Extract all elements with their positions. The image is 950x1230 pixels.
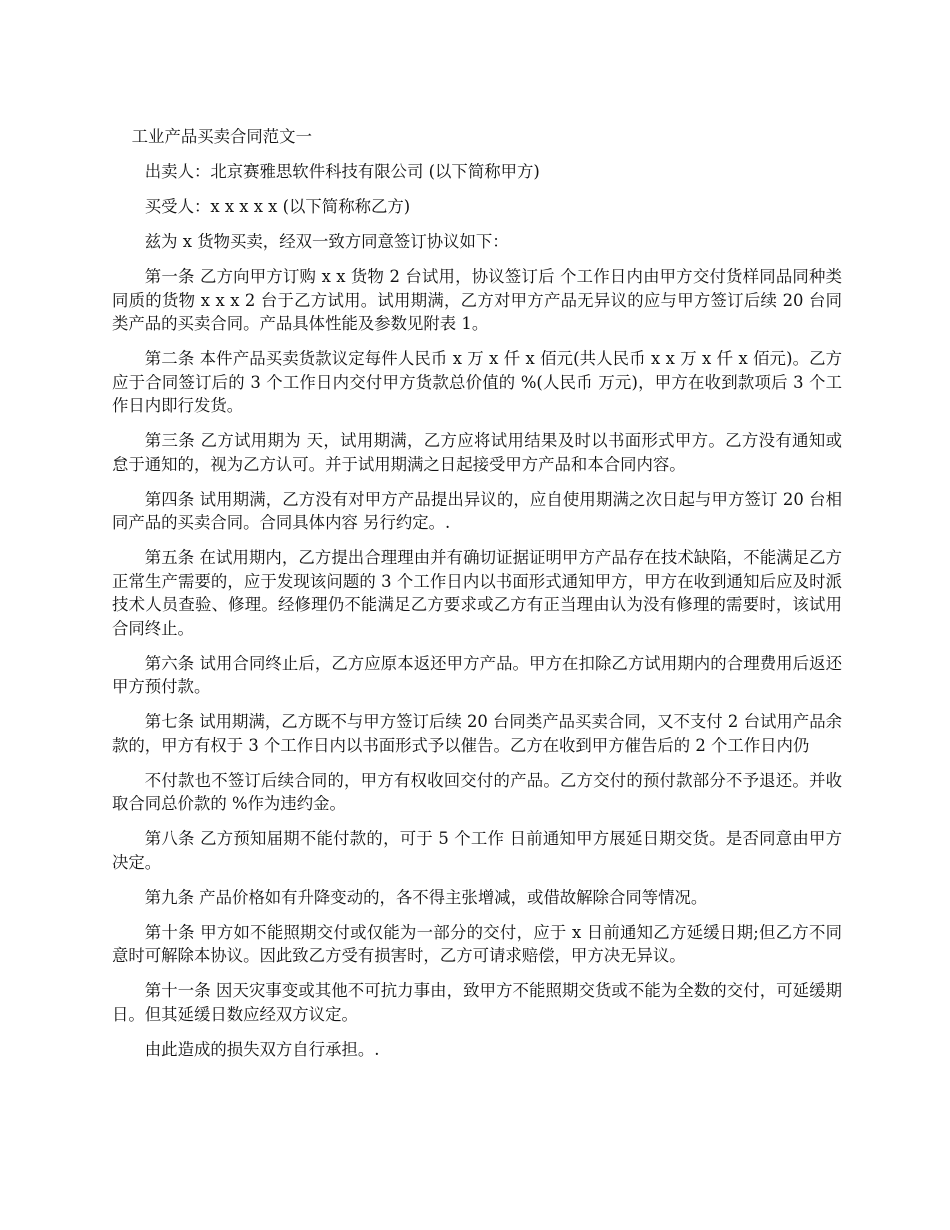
clause-3: 第三条 乙方试用期为 天，试用期满，乙方应将试用结果及时以书面形式甲方。乙方没有通知或怠于通知的，视为乙方认可。并于试用期满之日起接受甲方产品和本合同内容。 xyxy=(112,431,842,474)
intro-line: 兹为 x 货物买卖，经双一致方同意签订协议如下： xyxy=(144,232,509,251)
clause-11: 第十一条 因天灾事变或其他不可抗力事由，致甲方不能照期交货或不能为全数的交付，可延缓期日。但其延缓日数应经双方议定。 xyxy=(112,981,842,1024)
clause-1: 第一条 乙方向甲方订购 x x 货物 2 台试用，协议签订后 个工作日内由甲方交付货样同品同种类同质的货物 x x x 2 台于乙方试用。试用期满，乙方对甲方产品无异议的应与甲方签订后续 20 台同类产品的买卖合同。产品具体性能及参数见附表 1。 xyxy=(112,267,842,333)
clause-9: 第九条 产品价格如有升降变动的，各不得主张增减，或借故解除合同等情况。 xyxy=(144,887,708,907)
clause-5: 第五条 在试用期内，乙方提出合理理由并有确切证据证明甲方产品存在技术缺陷，不能满足乙方正常生产需要的，应于发现该问题的 3 个工作日内以书面形式通知甲方，甲方在收到通知后应及时派技术人员查验、修理。经修理仍不能满足乙方要求或乙方有正当理由认为没有修理的需要时，该试用合同终止。 xyxy=(112,548,842,638)
clause-2: 第二条 本件产品买卖货款议定每件人民币 x 万 x 仟 x 佰元(共人民币 x x 万 x 仟 x 佰元)。乙方应于合同签订后的 3 个工作日内交付甲方货款总价值的 %(人民币 万元)，甲方在收到款项后 3 个工作日内即行发货。 xyxy=(112,349,842,415)
clause-6: 第六条 试用合同终止后，乙方应原本返还甲方产品。甲方在扣除乙方试用期内的合理费用后返还甲方预付款。 xyxy=(112,653,842,696)
clause-10: 第十条 甲方如不能照期交付或仅能为一部分的交付，应于 x 日前通知乙方延缓日期;但乙方不同意时可解除本协议。因此致乙方受有损害时，乙方可请求赔偿，甲方决无异议。 xyxy=(112,922,842,965)
document-page xyxy=(112,125,842,1073)
seller-line: 出卖人：北京赛雅思软件科技有限公司 (以下简称甲方) xyxy=(144,162,540,181)
buyer-line: 买受人：x x x x x (以下简称称乙方) xyxy=(144,197,411,216)
clause-8: 第八条 乙方预知届期不能付款的，可于 5 个工作 日前通知甲方展延日期交货。是否同意由甲方决定。 xyxy=(112,829,842,872)
clause-7-continued: 不付款也不签订后续合同的，甲方有权收回交付的产品。乙方交付的预付款部分不予退还。并收取合同总价款的 %作为违约金。 xyxy=(112,770,842,813)
document-title: 工业产品买卖合同范文一 xyxy=(131,127,312,146)
clause-7: 第七条 试用期满，乙方既不与甲方签订后续 20 台同类产品买卖合同，又不支付 2 台试用产品余款的，甲方有权于 3 个工作日内以书面形式予以催告。乙方在收到甲方催告后的 2 个工作日内仍 xyxy=(112,712,842,755)
clause-4: 第四条 试用期满，乙方没有对甲方产品提出异议的，应自使用期满之次日起与甲方签订 20 台相同产品的买卖合同。合同具体内容 另行约定。. xyxy=(112,489,842,532)
closing-line: 由此造成的损失双方自行承担。. xyxy=(144,1039,380,1059)
